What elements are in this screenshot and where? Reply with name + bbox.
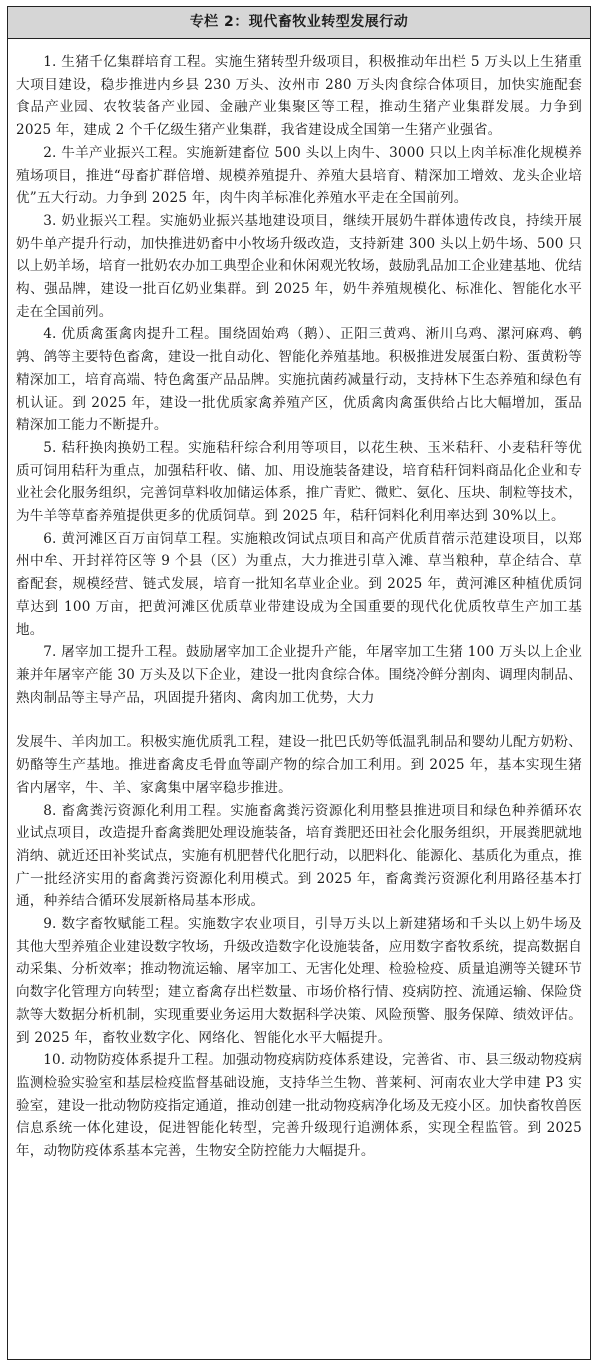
paragraph-8: 8. 畜禽粪污资源化利用工程。实施畜禽粪污资源化利用整县推进项目和绿色种养循环农业试点项目，改造提升畜禽粪肥处理设施装备，培育粪肥还田社会化服务组织，开展粪肥就地消纳、就近还田补奖试点，实施有机肥替代化肥行动，以肥料化、能源化、基质化为重点，推广一批经济实用的畜禽粪污资源化利用模式。到 2025 年，畜禽粪污资源化利用路径基本打通，种养结合循环发展新格局基本形成。 — [16, 802, 582, 910]
sidebar-box — [7, 6, 591, 1360]
paragraph-7: 7. 屠宰加工提升工程。鼓励屠宰加工企业提升产能，年屠宰加工生猪 100 万头以上企业兼并年屠宰产能 30 万头及以下企业，建设一批肉食综合体。围绕冷鲜分割肉、调理肉制品、熟肉制品等主导产品，巩固提升猪肉、禽肉加工优势，大力 — [16, 644, 582, 706]
paragraph-9: 9. 数字畜牧赋能工程。实施数字农业项目，引导万头以上新建猪场和千头以上奶牛场及其他大型养殖企业建设数字牧场，升级改造数字化设施装备，应用数字畜牧系统，提高数据自动采集、分析效率；推动物流运输、屠宰加工、无害化处理、检验检疫、质量追溯等关键环节向数字化管理方向转型；建立畜禽存出栏数量、市场价格行情、疫病防控、流通运输、保险贷款等大数据分析机制，实现重要业务运用大数据科学决策、风险预警、服务保障、绩效评估。到 2025 年，畜牧业数字化、网络化、智能化水平大幅提升。 — [16, 916, 582, 1046]
box-content — [16, 51, 582, 1163]
paragraph-1: 1. 生猪千亿集群培育工程。实施生猪转型升级项目，积极推动年出栏 5 万头以上生猪重大项目建设，稳步推进内乡县 230 万头、汝州市 280 万头肉食综合体项目，加快实施配套食品产业园、农牧装备产业园、金融产业集聚区等工程，推动生猪产业集群发展。力争到 2025 年，建成 2 个千亿级生猪产业集群，我省建设成全国第一生猪产业强省。 — [16, 54, 582, 139]
paragraph-2: 2. 牛羊产业振兴工程。实施新建畜位 500 头以上肉牛、3000 只以上肉羊标准化规模养殖场项目，推进“母畜扩群倍增、规模养殖提升、养殖大县培育、精深加工增效、龙头企业培优”五大行动。力争到 2025 年，肉牛肉羊标准化养殖水平走在全国前列。 — [16, 144, 582, 207]
paragraph-10: 10. 动物防疫体系提升工程。加强动物疫病防疫体系建设，完善省、市、县三级动物疫病监测检验实验室和基层检疫监督基础设施，支持华兰生物、普莱柯、河南农业大学申建 P3 实验室，建设一批动物防疫指定通道，推动创建一批动物疫病净化场及无疫小区。加快畜牧兽医信息系统一体化建设，促进智能化转型，完善升级现行追溯体系，实现全程监管。到 2025 年，动物防疫体系基本完善，生物安全防控能力大幅提升。 — [16, 1052, 582, 1160]
page-break-gap — [16, 709, 582, 731]
paragraph-4: 4. 优质禽蛋禽肉提升工程。围绕固始鸡（鹅）、正阳三黄鸡、淅川乌鸡、漯河麻鸡、鹌鹑、鸽等主要特色畜禽，建设一批自动化、智能化养殖基地。积极推进发展蛋白粉、蛋黄粉等精深加工，培育高端、特色禽蛋产品品牌。实施抗菌药减量行动，支持林下生态养殖和绿色有机认证。到 2025 年，建设一批优质家禽养殖产区，优质禽肉禽蛋供给占比大幅增加，蛋品精深加工能力不断提升。 — [16, 326, 582, 434]
paragraph-3: 3. 奶业振兴工程。实施奶业振兴基地建设项目，继续开展奶牛群体遗传改良，持续开展奶牛单产提升行动，加快推进奶畜中小牧场升级改造，支持新建 300 头以上奶牛场、500 只以上奶羊场，培育一批奶农办加工典型企业和休闲观光牧场，鼓励乳品加工企业建基地、优结构、强品牌，建设一批百亿奶业集群。到 2025 年，奶牛养殖规模化、标准化、智能化水平走在全国前列。 — [16, 212, 582, 320]
box-title: 专栏 2：现代畜牧业转型发展行动 — [8, 7, 590, 39]
paragraph-6: 6. 黄河滩区百万亩饲草工程。实施粮改饲试点项目和高产优质苜蓿示范建设项目，以郑州中牟、开封祥符区等 9 个县（区）为重点，大力推进引草入滩、草当粮种，草企结合、草畜配套，规模经营、链式发展，培育一批知名草业企业。到 2025 年，黄河滩区种植优质饲草达到 100 万亩，把黄河滩区优质草业带建设成为全国重要的现代化优质牧草生产加工基地。 — [16, 530, 582, 638]
paragraph-7-continued: 发展牛、羊肉加工。积极实施优质乳工程，建设一批巴氏奶等低温乳制品和婴幼儿配方奶粉、奶酪等生产基地。推进畜禽皮毛骨血等副产物的综合加工利用。到 2025 年，基本实现生猪省内屠宰，牛、羊、家禽集中屠宰稳步推进。 — [16, 734, 582, 796]
paragraph-5: 5. 秸秆换肉换奶工程。实施秸秆综合利用等项目，以花生秧、玉米秸秆、小麦秸秆等优质可饲用秸秆为重点，加强秸秆收、储、加、用设施装备建设，培育秸秆饲料商品化企业和专业社会化服务组织，完善饲草料收加储运体系，推广青贮、微贮、氨化、压块、制粒等技术，为牛羊等草畜养殖提供更多的优质饲草。到 2025 年，秸秆饲料化利用率达到 30%以上。 — [16, 439, 582, 525]
